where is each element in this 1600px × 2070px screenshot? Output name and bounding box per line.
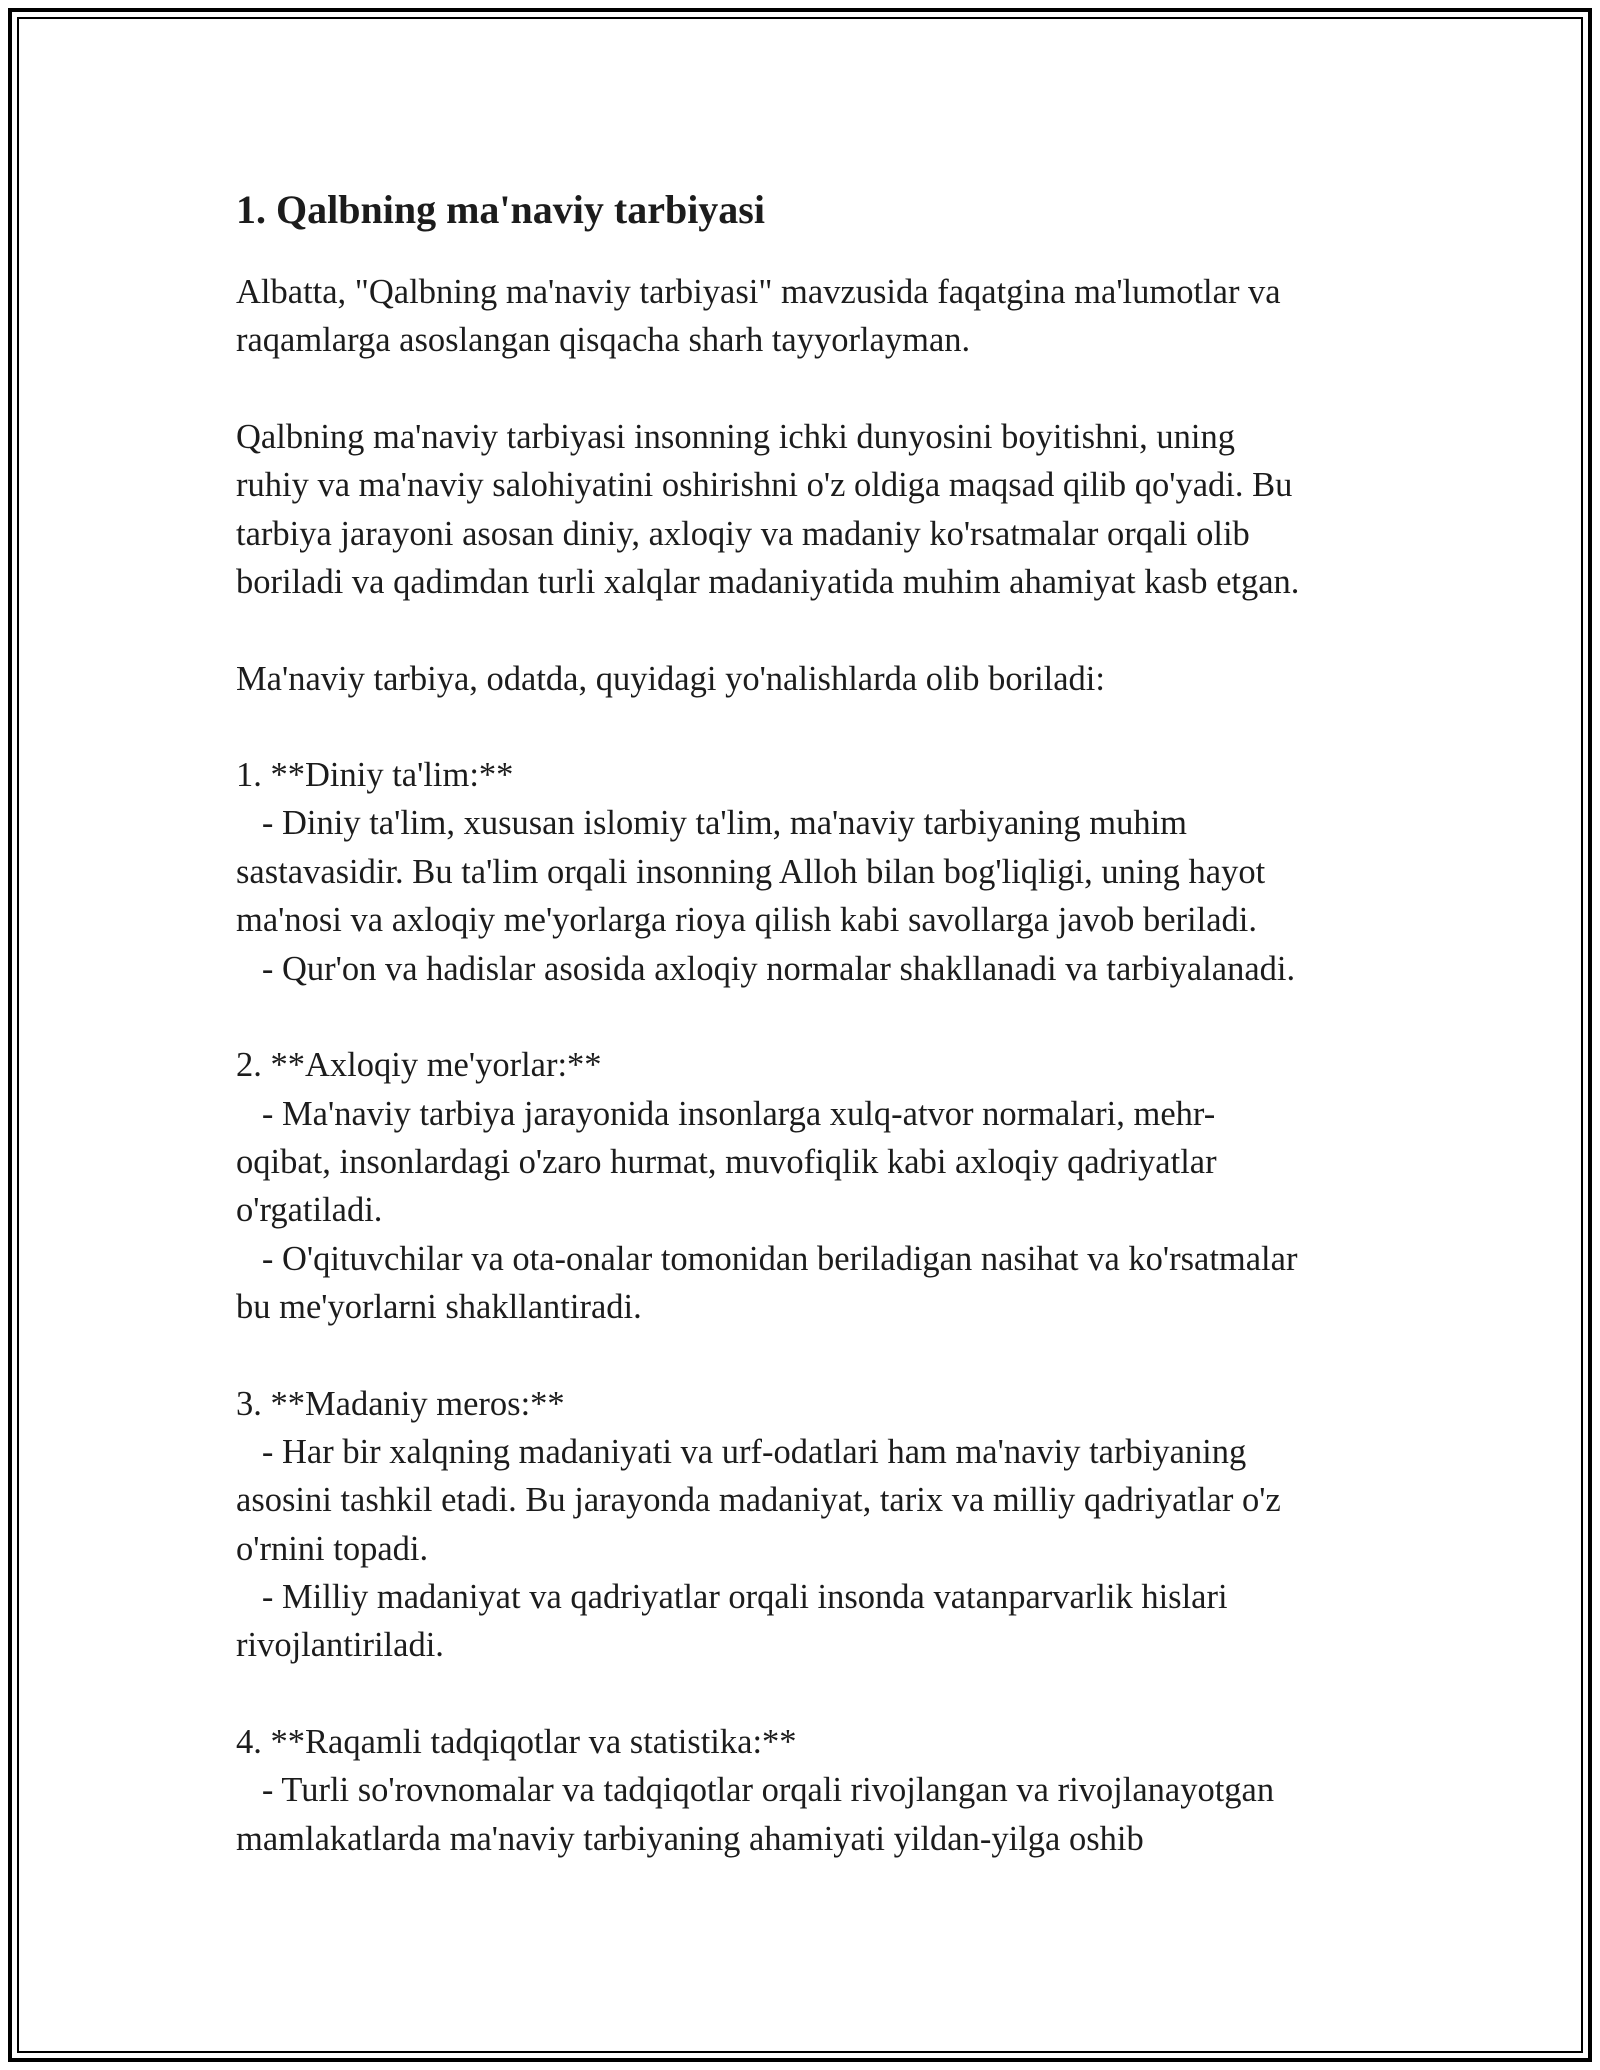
text-line: mamlakatlarda ma'naviy tarbiyaning ahamiyati yildan-yilga oshib xyxy=(236,1820,1144,1858)
text-line: - Qur'on va hadislar asosida axloqiy normalar shakllanadi va tarbiyalanadi. xyxy=(236,950,1296,988)
text-line: Qalbning ma'naviy tarbiyasi insonning ichki dunyosini boyitishni, uning xyxy=(236,418,1235,456)
text-line: asosini tashkil etadi. Bu jarayonda madaniyat, tarix va milliy qadriyatlar o'z xyxy=(236,1481,1281,1519)
text-line: boriladi va qadimdan turli xalqlar madaniyatida muhim ahamiyat kasb etgan. xyxy=(236,563,1300,601)
text-line: Ma'naviy tarbiya, odatda, quyidagi yo'nalishlarda olib boriladi: xyxy=(236,660,1105,698)
text-line: sastavasidir. Bu ta'lim orqali insonning Alloh bilan bog'liqligi, uning hayot xyxy=(236,853,1266,891)
list-heading: 1. **Diniy ta'lim:** xyxy=(236,756,514,794)
text-line: o'rnini topadi. xyxy=(236,1530,429,1568)
text-line: - Milliy madaniyat va qadriyatlar orqali insonda vatanparvarlik hislari xyxy=(236,1578,1228,1616)
text-line: tarbiya jarayoni asosan diniy, axloqiy va madaniy ko'rsatmalar orqali olib xyxy=(236,515,1250,553)
list-heading: 2. **Axloqiy me'yorlar:** xyxy=(236,1046,602,1084)
text-line: bu me'yorlarni shakllantiradi. xyxy=(236,1288,642,1326)
text-line: oqibat, insonlardagi o'zaro hurmat, muvofiqlik kabi axloqiy qadriyatlar xyxy=(236,1143,1217,1181)
text-line: rivojlantiriladi. xyxy=(236,1626,444,1664)
text-line: - O'qituvchilar va ota-onalar tomonidan beriladigan nasihat va ko'rsatmalar xyxy=(236,1240,1298,1278)
text-line: - Turli so'rovnomalar va tadqiqotlar orqali rivojlangan va rivojlanayotgan xyxy=(236,1771,1275,1809)
list-heading: 4. **Raqamli tadqiqotlar va statistika:** xyxy=(236,1723,797,1761)
document-title: 1. Qalbning ma'naviy tarbiyasi xyxy=(236,187,765,232)
text-line: ruhiy va ma'naviy salohiyatini oshirishni o'z oldiga maqsad qilib qo'yadi. Bu xyxy=(236,466,1293,504)
text-line: raqamlarga asoslangan qisqacha sharh tayyorlayman. xyxy=(236,321,971,359)
text-line: ma'nosi va axloqiy me'yorlarga rioya qilish kabi savollarga javob beriladi. xyxy=(236,901,1257,939)
list-heading: 3. **Madaniy meros:** xyxy=(236,1385,565,1423)
text-line: Albatta, "Qalbning ma'naviy tarbiyasi" mavzusida faqatgina ma'lumotlar va xyxy=(236,273,1281,311)
text-line: - Har bir xalqning madaniyati va urf-odatlari ham ma'naviy tarbiyaning xyxy=(236,1433,1247,1471)
text-line: - Ma'naviy tarbiya jarayonida insonlarga xulq-atvor normalari, mehr- xyxy=(236,1095,1216,1133)
text-line: o'rgatiladi. xyxy=(236,1191,383,1229)
text-line: - Diniy ta'lim, xususan islomiy ta'lim, ma'naviy tarbiyaning muhim xyxy=(236,804,1188,842)
